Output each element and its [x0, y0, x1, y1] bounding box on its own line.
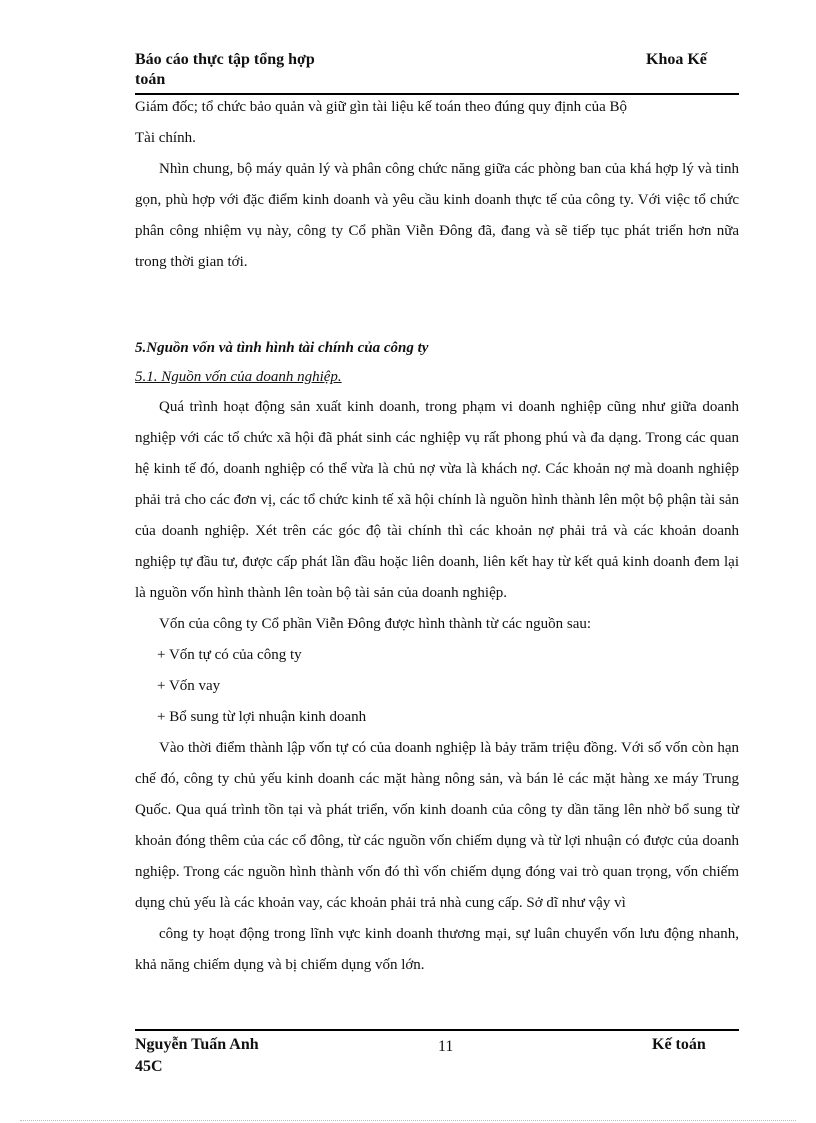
footer-author: [135, 1034, 259, 1078]
document-body: [135, 92, 739, 981]
spacer: [135, 278, 739, 334]
page-edge: [20, 1120, 796, 1121]
footer-divider: [135, 1029, 739, 1031]
header-title-line2: toán: [135, 71, 166, 88]
header-title-line1: Báo cáo thực tập tổng hợp: [135, 51, 315, 68]
paragraph-4: Vốn của công ty Cổ phần Viễn Đông được hình thành từ các nguồn sau:: [159, 616, 592, 632]
list-item: + Bổ sung từ lợi nhuận kinh doanh: [157, 709, 367, 725]
section-title: 5.Nguồn vốn và tình hình tài chính của công ty: [135, 340, 429, 356]
page-number: 11: [438, 1038, 454, 1055]
footer-author-name: Nguyễn Tuấn Anh: [135, 1036, 259, 1053]
footer-author-class: 45C: [135, 1058, 163, 1075]
paragraph-1-line-1: Giám đốc; tổ chức bảo quản và giữ gìn tài liệu kế toán theo đúng quy định của Bộ: [135, 99, 627, 115]
paragraph-1-line-2: Tài chính.: [135, 130, 196, 146]
subsection-title: 5.1. Nguồn vốn của doanh nghiệp.: [135, 369, 342, 385]
paragraph-5: Vào thời điểm thành lập vốn tự có của doanh nghiệp là bảy trăm triệu đồng. Với số vốn còn hạn chế đó, công ty chủ yếu kinh doanh các mặt hàng nông sản, và bán lẻ các mặt hàng xe máy Trung Quốc. Qua quá trình tồn tại và phát triển, vốn kinh doanh của công ty dần tăng lên nhờ bổ sung từ khoản đóng thêm của các cổ đông, từ các nguồn vốn chiếm dụng và từ lợi nhuận có được của doanh nghiệp. Trong các nguồn hình thành vốn đó thì vốn chiếm dụng đóng vai trò quan trọng, vốn chiếm dụng chủ yếu là các khoản vay, các khoản phải trả nhà cung cấp. Sở dĩ như vậy vì: [135, 740, 739, 911]
footer-major: Kế toán: [652, 1036, 706, 1053]
header-department: Khoa Kế: [646, 51, 707, 68]
paragraph-3: Quá trình hoạt động sản xuất kinh doanh, trong phạm vi doanh nghiệp cũng như giữa doanh nghiệp với các tổ chức xã hội đã phát sinh các nghiệp vụ rất phong phú và đa dạng. Trong các quan hệ kinh tế đó, doanh nghiệp có thể vừa là chủ nợ vừa là khách nợ. Các khoản nợ mà doanh nghiệp phải trả cho các đơn vị, các tổ chức kinh tế xã hội chính là nguồn hình thành lên một bộ phận tài sản của doanh nghiệp. Xét trên các góc độ tài chính thì các khoản nợ phải trả và các khoản doanh nghiệp tự đầu tư, được cấp phát lần đầu hoặc liên doanh, liên kết hay từ kết quả kinh doanh đem lại là nguồn vốn hình thành lên toàn bộ tài sản của doanh nghiệp.: [135, 399, 739, 601]
list-item: + Vốn vay: [157, 678, 221, 694]
paragraph-2: Nhìn chung, bộ máy quản lý và phân công chức năng giữa các phòng ban của khá hợp lý và tinh gọn, phù hợp với đặc điểm kinh doanh và yêu cầu kinh doanh thực tế của công ty. Với việc tổ chức phân công nhiệm vụ này, công ty Cổ phần Viễn Đông đã, đang và sẽ tiếp tục phát triển hơn nữa trong thời gian tới.: [135, 161, 739, 270]
paragraph-6: công ty hoạt động trong lĩnh vực kinh doanh thương mại, sự luân chuyển vốn lưu động nhanh, khả năng chiếm dụng và bị chiếm dụng vốn lớn.: [135, 926, 739, 973]
header-report-title: [135, 50, 315, 90]
list-item: + Vốn tự có của công ty: [157, 647, 302, 663]
